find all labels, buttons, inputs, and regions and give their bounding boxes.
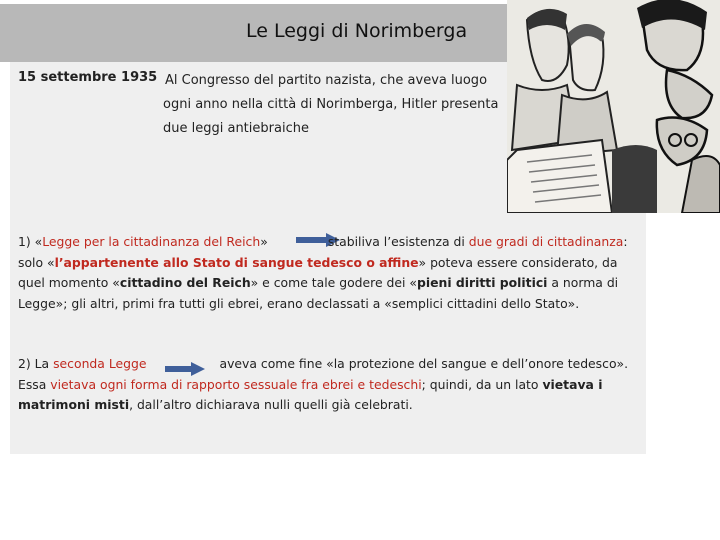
law-2-name: seconda Legge: [53, 356, 147, 371]
law-2-text-a: aveva come fine «la protezione del sangue e dell’onore tedesco».: [219, 356, 629, 371]
law-1-name: Legge per la cittadinanza del Reich: [42, 234, 261, 249]
law-1-highlight-a: due gradi di cittadinanza: [468, 234, 624, 249]
law-1-paragraph: [18, 232, 643, 314]
intro-paragraph: [165, 69, 510, 141]
law-2-highlight-a: vietava ogni forma di rapporto sessuale fra ebrei e tedeschi: [50, 376, 422, 392]
law-1-bold-c: pieni diritti politici: [417, 275, 548, 290]
caricature-drawing: [507, 0, 720, 213]
law-1-close: »: [260, 234, 268, 249]
intro-line-1: Al Congresso del partito nazista, che aveva luogo: [165, 73, 488, 88]
law-1-text-d: » e come tale godere dei «: [250, 275, 417, 290]
law-1-text-c: » poteva essere considerato, da quel momento «: [18, 254, 618, 290]
law-2-prefix: 2) La: [18, 356, 54, 371]
law-2-paragraph: [18, 354, 643, 416]
law-2-text-c: ; quindi, da un lato: [421, 376, 543, 392]
date-label: 15 settembre 1935: [18, 70, 158, 85]
law-2-bold-a: vietava i matrimoni misti: [18, 376, 603, 412]
law-1-text-e: a norma di Legge»; gli altri, primi fra tutti gli ebrei, erano declassati a «semplici cittadini dello Stato».: [18, 275, 619, 311]
law-2-text-d: , dall’altro dichiarava nulli quelli già celebrati.: [129, 397, 413, 412]
law-1-bold-a: l’appartenente allo Stato di sangue tedesco o affine: [54, 254, 419, 270]
slide-title: Le Leggi di Norimberga: [246, 20, 468, 42]
propaganda-caricature-illustration: [507, 0, 720, 213]
law-1-text-b: : solo «: [18, 234, 628, 270]
law-2-text-b: Essa: [18, 376, 51, 392]
law-1-prefix: 1) «: [18, 234, 43, 249]
intro-line-3: due leggi antiebraiche: [163, 121, 309, 136]
intro-line-2: ogni anno nella città di Norimberga, Hitler presenta: [163, 97, 499, 112]
law-1-text-a: stabiliva l’esistenza di: [327, 234, 469, 249]
law-1-bold-b: cittadino del Reich: [119, 275, 251, 290]
